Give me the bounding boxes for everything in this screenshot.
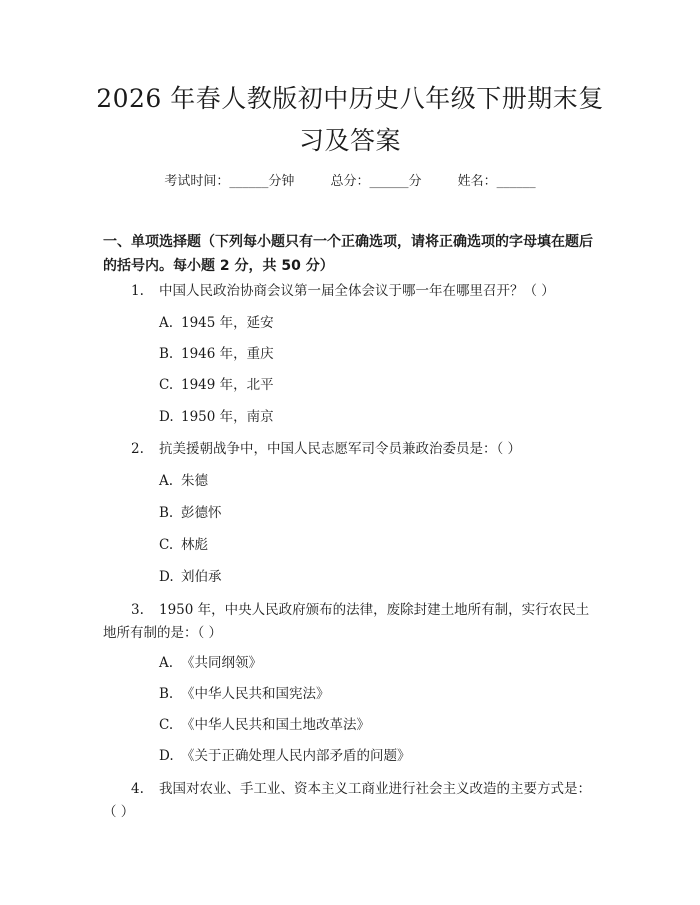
question-number: 1. [131, 283, 144, 299]
question-text: 中国人民政治协商会议第一届全体会议于哪一年在哪里召开？（ ） [159, 283, 555, 299]
question-number: 3. [131, 602, 144, 618]
option-letter: D. [159, 569, 174, 585]
option-letter: C. [159, 537, 174, 553]
option-letter: A. [159, 473, 174, 489]
page-title [90, 78, 610, 162]
question-number: 4. [131, 781, 144, 797]
option-text: 林彪 [181, 537, 208, 553]
option-text: 1946 年，重庆 [181, 346, 274, 362]
option-letter: B. [159, 505, 174, 521]
option-letter: D. [159, 748, 174, 764]
option-letter: B. [159, 346, 174, 362]
title-line-2: 习及答案 [298, 126, 401, 155]
question-2 [131, 436, 521, 462]
option-text: 1945 年，延安 [181, 315, 274, 331]
question-text: 1950 年，中央人民政府颁布的法律，废除封建土地所有制，实行农民土 [159, 602, 590, 618]
question-2-option-b [159, 500, 222, 526]
question-1-option-b [159, 341, 274, 367]
option-text: 《中华人民共和国土地改革法》 [181, 717, 370, 733]
exam-time: 考试时间：______分钟 [164, 174, 295, 189]
option-text: 1949 年，北平 [181, 377, 274, 393]
question-1 [131, 278, 555, 304]
title-line-1: 2026 年春人教版初中历史八年级下册期末复 [96, 84, 604, 113]
section-heading [103, 230, 593, 278]
option-text: 彭德怀 [181, 505, 222, 521]
option-letter: C. [159, 717, 174, 733]
option-letter: D. [159, 409, 174, 425]
option-letter: C. [159, 377, 174, 393]
question-4 [131, 776, 591, 802]
question-number: 2. [131, 441, 144, 457]
question-2-option-d [159, 564, 222, 590]
question-2-option-a [159, 468, 208, 494]
question-1-option-c [159, 372, 274, 398]
question-3-option-d [159, 743, 411, 769]
option-text: 《中华人民共和国宪法》 [181, 686, 330, 702]
option-text: 朱德 [181, 473, 208, 489]
question-1-option-a [159, 310, 274, 336]
option-text: 《关于正确处理人民内部矛盾的问题》 [181, 748, 411, 764]
question-3-option-c [159, 712, 370, 738]
option-text: 刘伯承 [181, 569, 222, 585]
option-letter: A. [159, 315, 174, 331]
question-3-option-a [159, 650, 262, 676]
option-text: 1950 年，南京 [181, 409, 274, 425]
question-text: 我国对农业、手工业、资本主义工商业进行社会主义改造的主要方式是： [159, 781, 591, 797]
exam-meta [0, 170, 700, 189]
option-text: 《共同纲领》 [181, 655, 262, 671]
question-3-option-b [159, 681, 330, 707]
question-2-option-c [159, 532, 208, 558]
section-heading-line-2: 的括号内。每小题 2 分，共 50 分） [103, 258, 334, 274]
exam-score: 总分：______分 [330, 174, 422, 189]
option-letter: A. [159, 655, 174, 671]
section-heading-line-1: 一、单项选择题（下列每小题只有一个正确选项，请将正确选项的字母填在题后 [103, 234, 593, 250]
question-3-continued: 地所有制的是：（ ） [103, 625, 223, 641]
exam-name: 姓名：______ [457, 174, 536, 189]
question-4-continued: （ ） [103, 804, 135, 820]
question-text: 抗美援朝战争中，中国人民志愿军司令员兼政治委员是：（ ） [159, 441, 522, 457]
option-letter: B. [159, 686, 174, 702]
question-1-option-d [159, 404, 274, 430]
